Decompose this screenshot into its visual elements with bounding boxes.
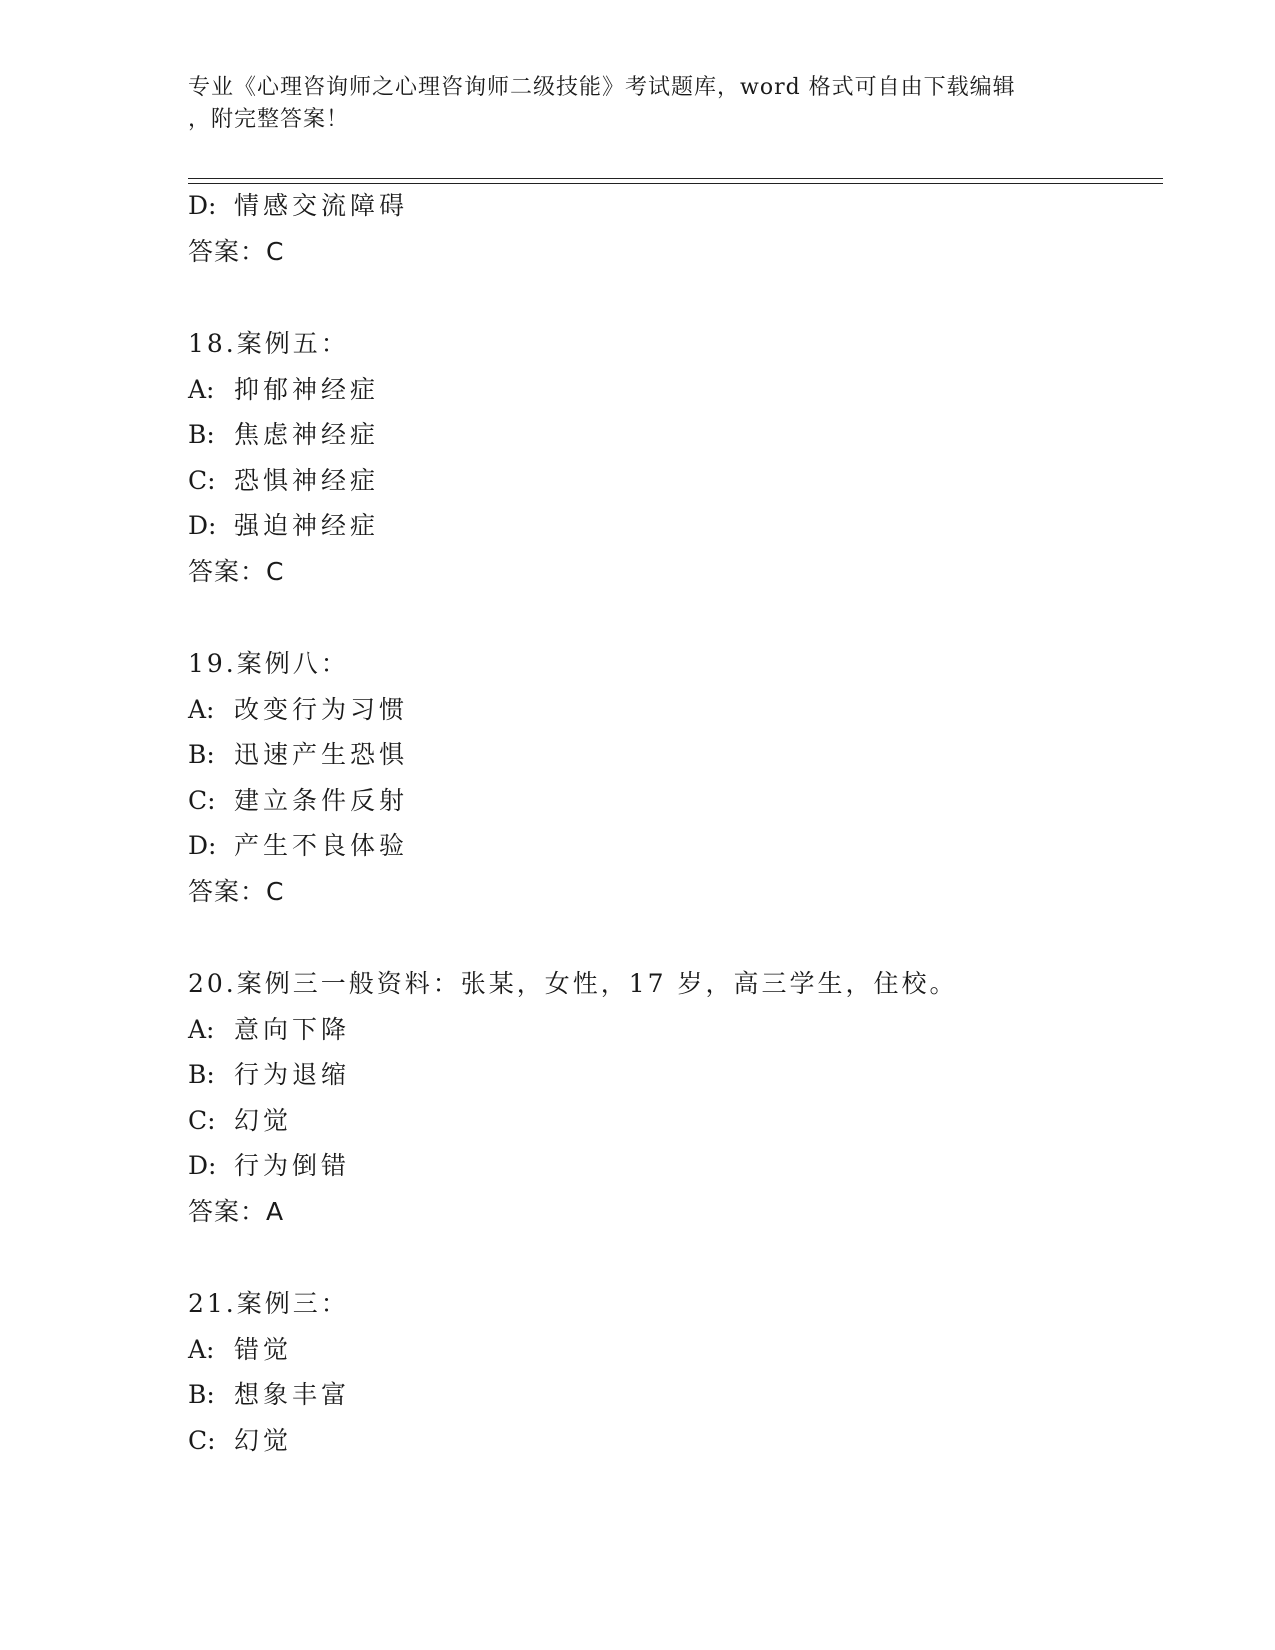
header-line-2: ，附完整答案！ [188, 107, 350, 132]
option-key: A: [188, 694, 215, 724]
option-key: B: [188, 1380, 215, 1409]
option-row [188, 1150, 350, 1182]
question-title: 19.案例八： [188, 649, 349, 678]
answer-line: 答案：C [188, 876, 285, 906]
option-text: 错觉 [234, 1334, 293, 1364]
option-text: 行为退缩 [234, 1060, 351, 1089]
option-key: B: [188, 740, 215, 769]
answer-line: 答案：C [188, 236, 285, 266]
option-text: 焦虑神经症 [234, 420, 380, 449]
option-row [188, 1059, 350, 1091]
option-text: 迅速产生恐惧 [234, 740, 409, 769]
option-text: 恐惧神经症 [234, 465, 380, 495]
option-row [188, 190, 408, 222]
option-row [188, 1379, 350, 1411]
option-row [188, 1014, 350, 1046]
option-key: C: [188, 1105, 216, 1135]
option-text: 强迫神经症 [234, 511, 380, 540]
option-row [188, 739, 408, 771]
option-row [188, 419, 379, 451]
option-text: 意向下降 [234, 1014, 351, 1044]
option-row [188, 830, 408, 862]
option-key: A: [188, 374, 215, 404]
option-key: B: [188, 420, 215, 449]
option-text: 改变行为习惯 [234, 694, 409, 724]
question-title: 20.案例三一般资料：张某，女性，17 岁，高三学生，住校。 [188, 969, 958, 998]
question-title: 21.案例三： [188, 1289, 349, 1318]
header-divider-top [188, 178, 1163, 179]
option-key: C: [188, 465, 216, 495]
option-key: D: [188, 511, 217, 540]
option-row [188, 510, 379, 542]
document-header [188, 72, 1068, 136]
option-text: 情感交流障碍 [234, 191, 409, 220]
option-key: D: [188, 1151, 217, 1180]
header-divider-bottom [188, 183, 1163, 184]
answer-line: 答案：A [188, 1196, 285, 1226]
option-key: A: [188, 1014, 215, 1044]
option-row [188, 785, 408, 817]
option-key: C: [188, 785, 216, 815]
option-row [188, 1334, 292, 1366]
answer-line: 答案：C [188, 556, 285, 586]
option-row [188, 694, 408, 726]
option-row [188, 1105, 292, 1137]
option-text: 行为倒错 [234, 1151, 351, 1180]
option-key: B: [188, 1060, 215, 1089]
option-row [188, 465, 379, 497]
option-key: A: [188, 1334, 215, 1364]
option-text: 想象丰富 [234, 1380, 351, 1409]
option-key: D: [188, 191, 217, 220]
option-text: 幻觉 [234, 1105, 293, 1135]
option-text: 抑郁神经症 [234, 374, 380, 404]
option-key: D: [188, 831, 217, 860]
header-line-1: 专业《心理咨询师之心理咨询师二级技能》考试题库，word 格式可自由下载编辑 [188, 75, 1016, 100]
question-title: 18.案例五： [188, 329, 349, 358]
option-text: 产生不良体验 [234, 831, 409, 860]
option-text: 幻觉 [234, 1425, 293, 1455]
option-key: C: [188, 1425, 216, 1455]
option-row [188, 1425, 292, 1457]
option-row [188, 374, 379, 406]
option-text: 建立条件反射 [234, 785, 409, 815]
